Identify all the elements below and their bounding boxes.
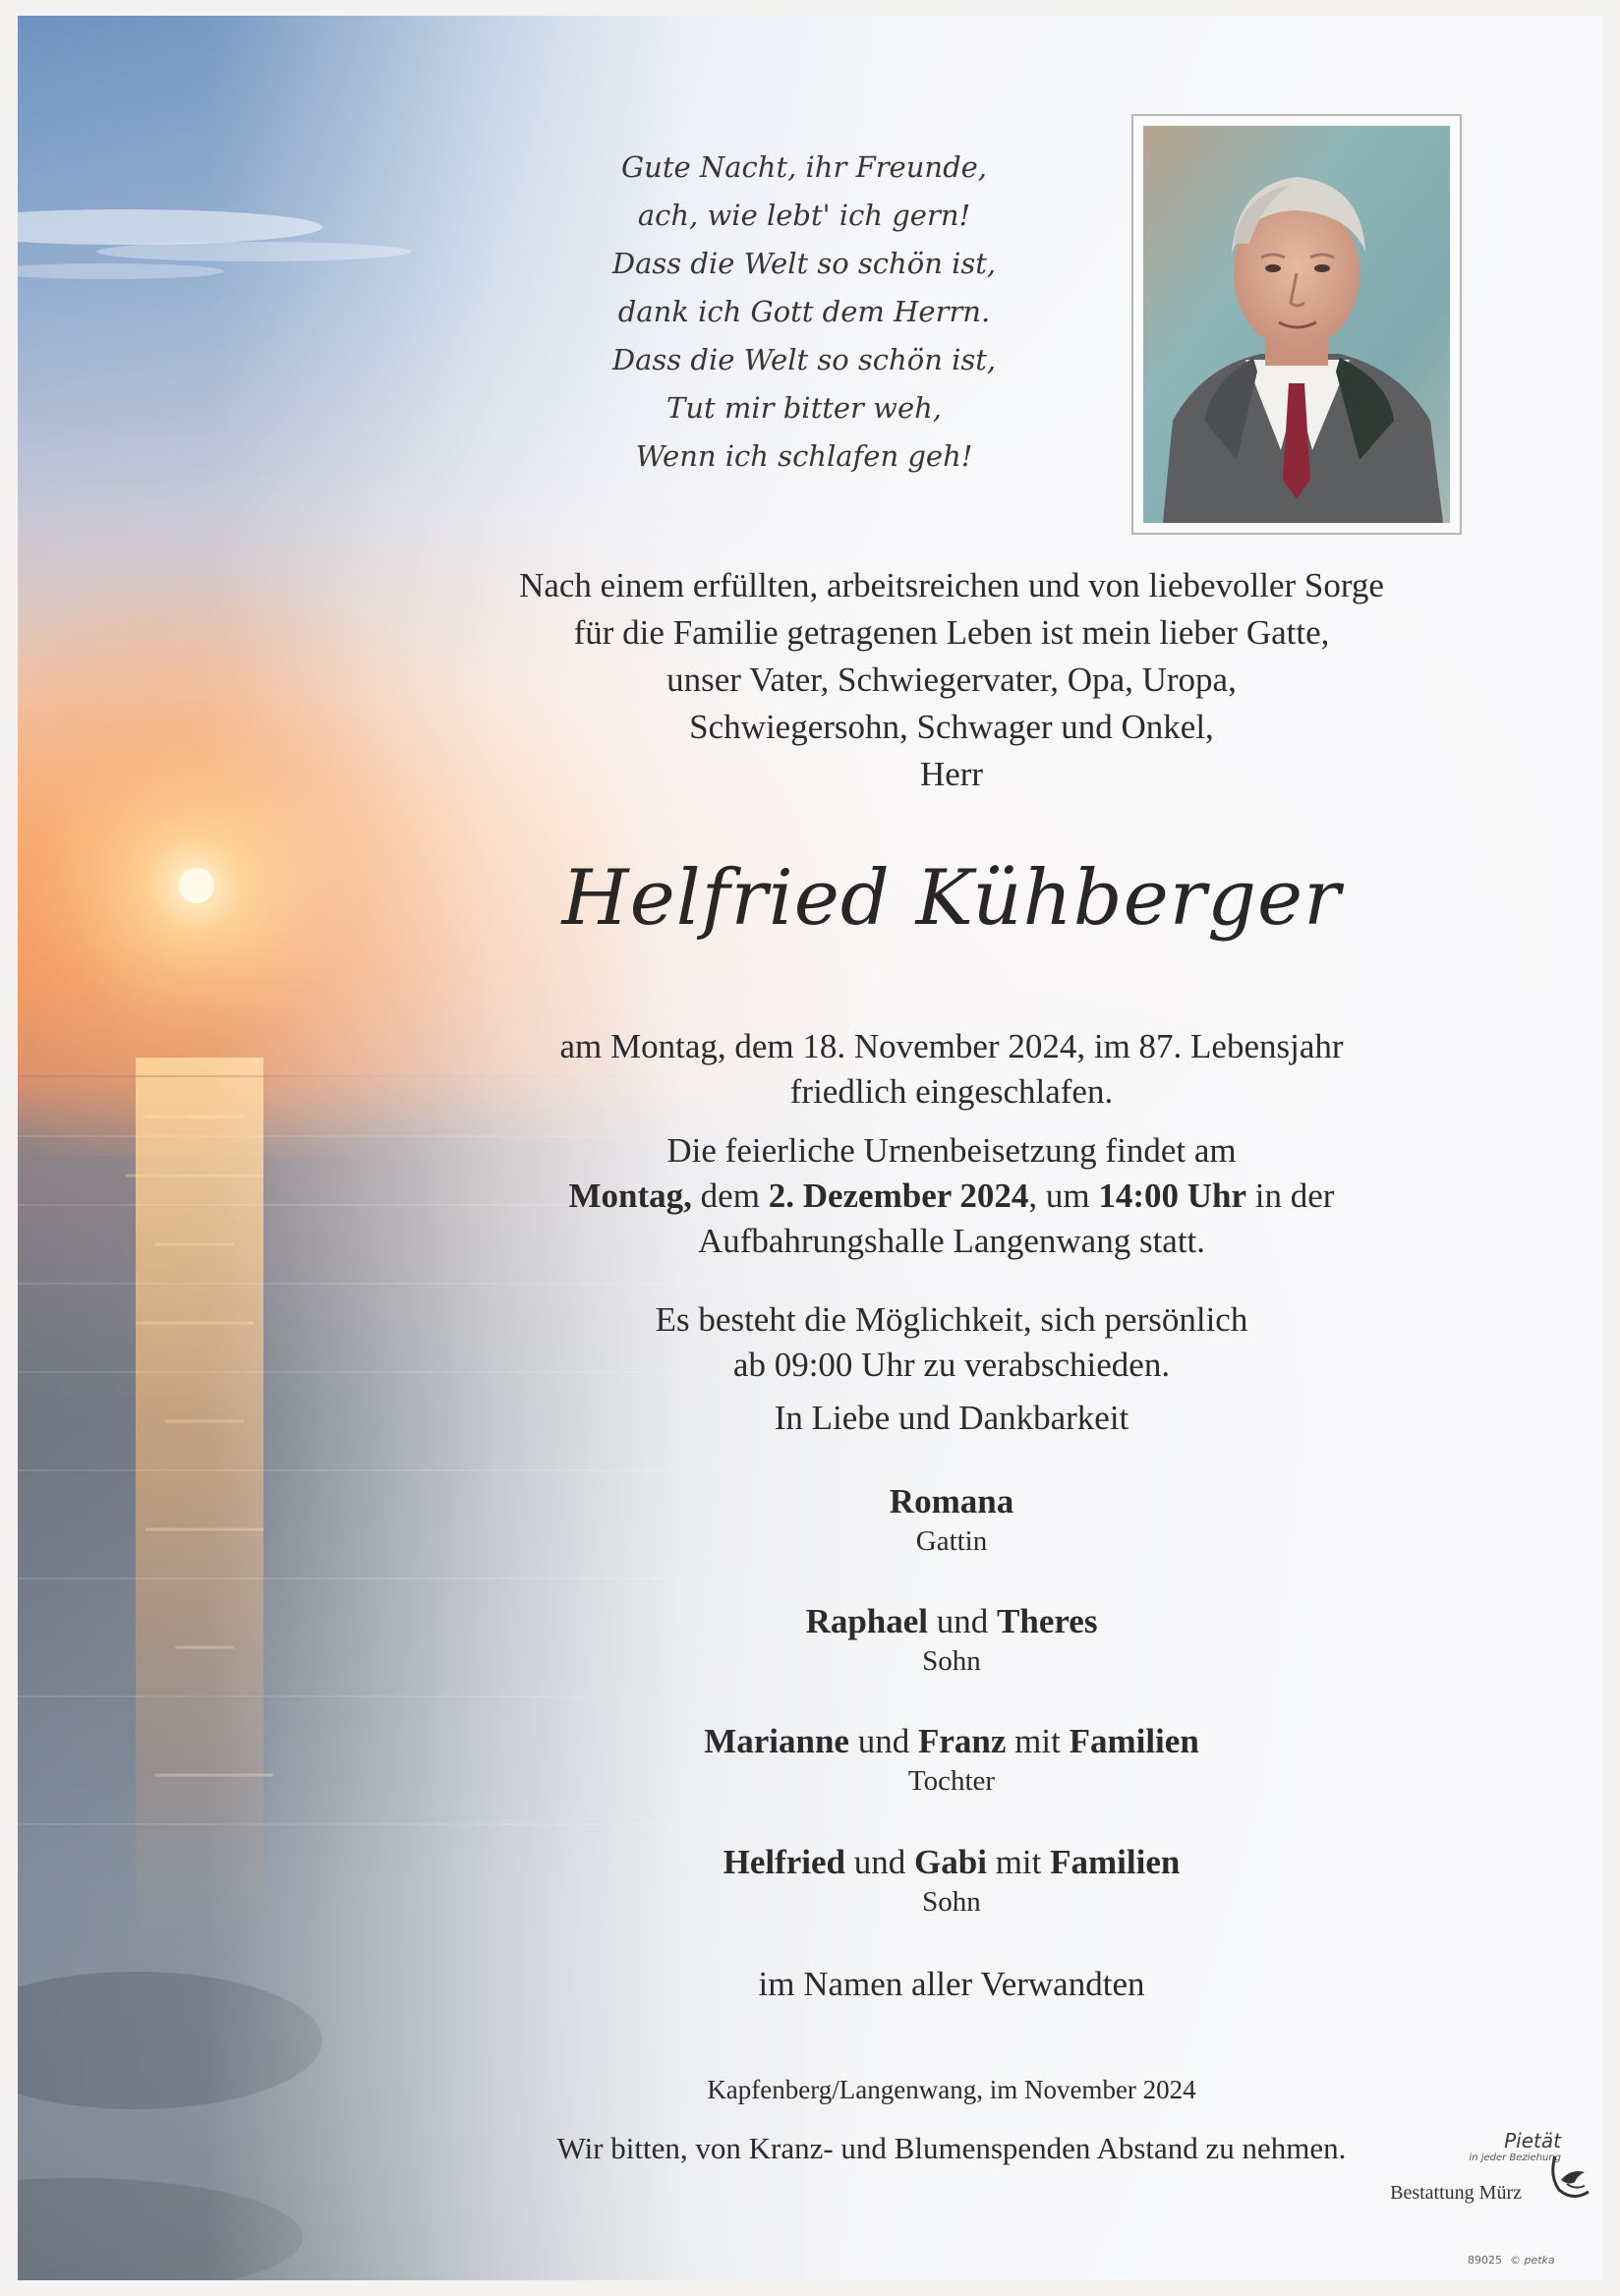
intro-text [440,562,1463,798]
mourner-name: Familien [1069,1722,1199,1760]
mourner-role: Gattin [915,1525,988,1557]
mourner-join: mit [1006,1722,1070,1760]
intro-line: Nach einem erfüllten, arbeitsreichen und von liebevoller Sorge [519,566,1384,604]
mourner-join: und [928,1602,998,1640]
poem-line: Tut mir bitter weh, [665,391,943,425]
intro-line: für die Familie getragenen Leben ist mein lieber Gatte, [573,613,1330,652]
obituary-page [18,16,1602,2280]
mourner-entry [440,1480,1463,1559]
printer-mark: © petka [1510,2254,1555,2267]
ceremony-date-prefix: dem [691,1177,769,1215]
mourner-role: Tochter [907,1765,996,1797]
mourner-join: und [848,1722,918,1760]
mourner-name: Raphael [805,1602,929,1640]
mourner-join: und [845,1843,915,1881]
portrait-frame [1131,114,1462,535]
portrait-photo [1143,126,1450,523]
dove-icon [1545,2147,1600,2202]
mourner-name: Helfried [723,1843,846,1881]
ceremony-time: 14:00 Uhr [1098,1177,1247,1215]
ceremony-line-2 [440,1174,1463,1219]
death-line: friedlich eingeschlafen. [789,1072,1114,1111]
ceremony-line-1: Die feierliche Urnenbeisetzung findet am [666,1131,1237,1170]
mourner-entry [440,1720,1463,1799]
poem-line: dank ich Gott dem Herrn. [617,295,991,328]
poem [539,144,1070,481]
donation-request: Wir bitten, von Kranz- und Blumenspenden Abstand zu nehmen. [556,2131,1347,2165]
ceremony-time-prefix: , um [1028,1177,1099,1215]
poem-line: Dass die Welt so schön ist, [611,343,997,376]
ceremony-line-3: Aufbahrungshalle Langenwang statt. [697,1222,1206,1260]
mourner-entry [440,1600,1463,1679]
funeral-home-logo [1355,2129,1600,2217]
print-code [1468,2254,1555,2267]
mourner-role: Sohn [922,1886,981,1918]
farewell-notice [440,1297,1463,1388]
farewell-line: ab 09:00 Uhr zu verabschieden. [732,1346,1171,1384]
poem-line: Wenn ich schlafen geh! [635,439,973,473]
logo-name: Bestattung Mürz [1390,2182,1522,2204]
ceremony-line-suffix: in der [1246,1177,1335,1215]
portrait-image [1143,126,1450,523]
logo-brand: Pietät [1504,2129,1561,2152]
intro-line: Herr [919,755,984,793]
ceremony-date: 2. Dezember 2024 [768,1177,1029,1215]
mourner-name: Romana [889,1482,1014,1521]
intro-line: Schwiegersohn, Schwager und Onkel, [689,708,1214,746]
ceremony-day: Montag, [568,1177,692,1215]
print-code-number: 89025 [1468,2254,1502,2267]
mourner-entry [440,1841,1463,1920]
poem-line: ach, wie lebt' ich gern! [637,199,971,232]
logo-tagline: in jeder Beziehung [1469,2152,1561,2163]
mourner-role: Sohn [922,1645,981,1677]
mourner-name: Franz [917,1722,1007,1760]
closing-line: In Liebe und Dankbarkeit [774,1399,1129,1437]
place-date: Kapfenberg/Langenwang, im November 2024 [707,2075,1196,2104]
ceremony-notice [440,1128,1463,1264]
mourner-name: Gabi [914,1843,987,1881]
mourner-name: Marianne [704,1722,849,1760]
mourner-name: Familien [1050,1843,1181,1881]
poem-line: Dass die Welt so schön ist, [611,247,997,280]
farewell-line: Es besteht die Möglichkeit, sich persönlich [655,1300,1248,1339]
poem-line: Gute Nacht, ihr Freunde, [620,150,988,184]
deceased-name: Helfried Kühberger [561,854,1342,943]
death-notice [440,1024,1463,1115]
mourner-join: mit [986,1843,1051,1881]
mourner-name: Theres [997,1602,1098,1640]
relatives-line: im Namen aller Verwandten [758,1965,1145,2003]
death-line: am Montag, dem 18. November 2024, im 87. Lebensjahr [559,1027,1344,1065]
intro-line: unser Vater, Schwiegervater, Opa, Uropa, [666,660,1237,699]
